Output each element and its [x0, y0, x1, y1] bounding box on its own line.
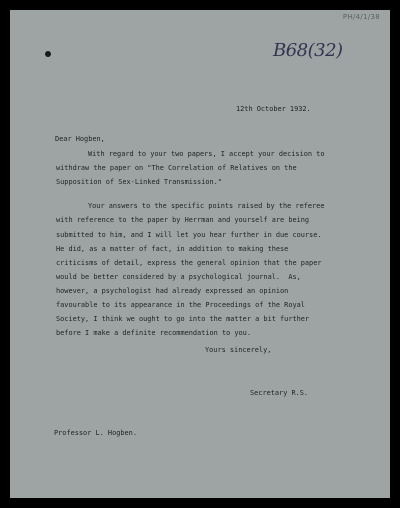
salutation: Dear Hogben, — [55, 135, 105, 143]
letter-page — [10, 10, 390, 498]
closing: Yours sincerely, — [205, 346, 272, 354]
body-line: however, a psychologist had already expressed an opinion — [56, 287, 289, 295]
body-line: Society, I think we ought to go into the matter a bit further — [56, 315, 310, 323]
body-line: Your answers to the specific points raised by the referee — [88, 202, 325, 210]
body-line: before I make a definite recommendation to you. — [56, 329, 251, 337]
signatory: Secretary R.S. — [250, 389, 309, 397]
punch-hole — [45, 51, 51, 57]
addressee: Professor L. Hogben. — [54, 429, 137, 437]
body-line: criticisms of detail, express the general opinion that the paper — [56, 259, 322, 267]
body-line: favourable to its appearance in the Proceedings of the Royal — [56, 301, 305, 309]
letter-date: 12th October 1932. — [236, 105, 311, 113]
body-line: would be better considered by a psychological journal. As, — [56, 273, 301, 281]
archive-reference: PH/4/1/38 — [342, 13, 380, 21]
body-line: with reference to the paper by Herrman and yourself are being — [56, 216, 310, 224]
handwritten-reference: B68(32) — [273, 40, 343, 61]
body-line: Supposition of Sex-Linked Transmission." — [56, 178, 222, 186]
body-line: With regard to your two papers, I accept your decision to — [88, 150, 325, 158]
body-line: withdraw the paper on "The Correlation of Relatives on the — [56, 164, 297, 172]
body-line: He did, as a matter of fact, in addition to making these — [56, 245, 289, 253]
body-line: submitted to him, and I will let you hear further in due course. — [56, 231, 322, 239]
